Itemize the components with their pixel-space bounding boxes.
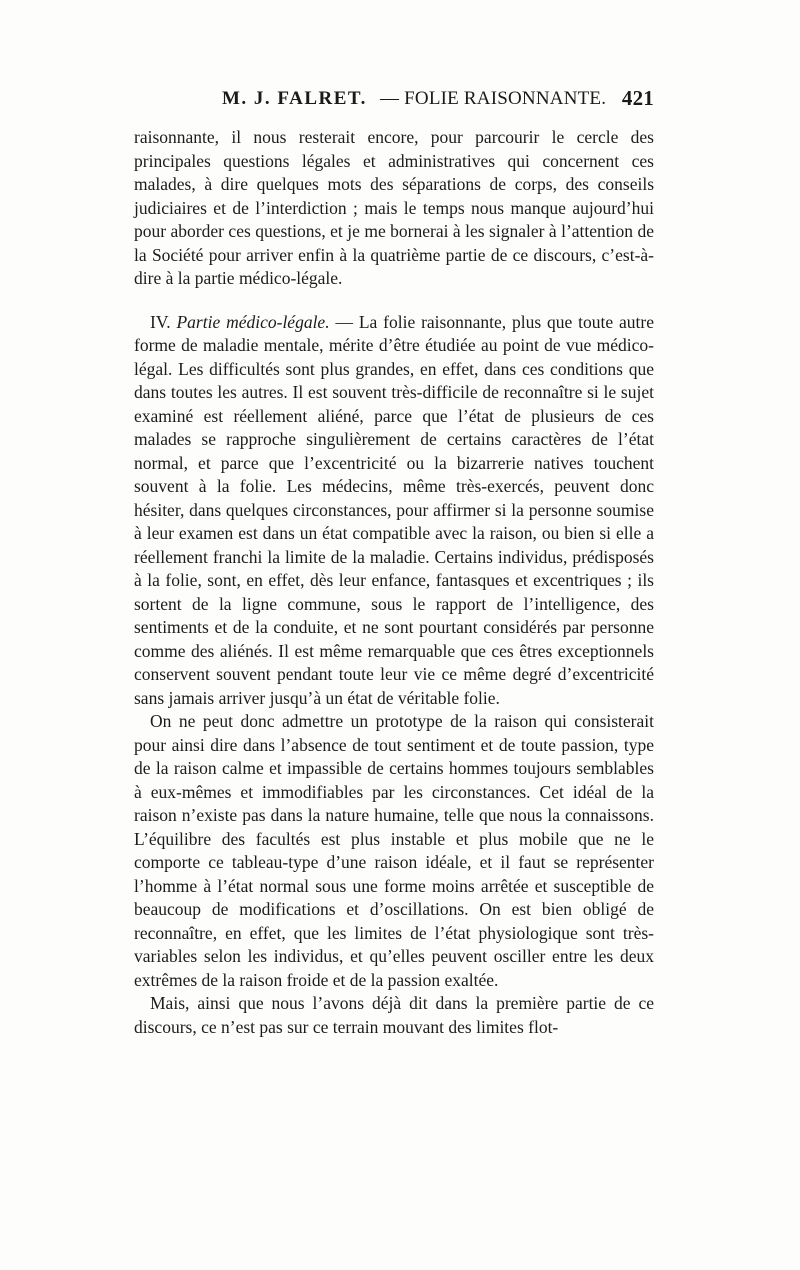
page-number: 421 — [621, 86, 654, 110]
paragraph: Mais, ainsi que nous l’avons déjà dit dans la première partie de ce discours, ce n’est pas sur ce terrain mouvant des limites flot- — [134, 993, 654, 1037]
paragraph-spacer — [134, 291, 654, 311]
section-number: IV. — [150, 311, 171, 332]
paragraph-continued: raisonnante, il nous resterait encore, pour parcourir le cercle des principales questions légales et administratives qui concernent ces malades, à dire quelques mots des séparations de corps, des conseils judiciaires et de l’interdiction ; mais le temps nous manque aujourd’hui pour aborder ces questions, et je me bornerai à les signaler à l’attention de la Société pour arriver enfin à la quatrième partie de ce discours, c’est-à-dire à la partie médico-légale. — [134, 127, 654, 288]
paragraph: On ne peut donc admettre un prototype de la raison qui consisterait pour ainsi dire dans l’absence de tout sentiment et de toute passion, type de la raison calme et impassible de certains hommes toujours semblables à eux-mêmes et immodifiables par les circonstances. Cet idéal de la raison n’existe pas dans la nature humaine, telle que nous la connaissons. L’équilibre des facultés est plus instable et plus mobile que ne le comporte ce tableau-type d’une raison idéale, et il faut se représenter l’homme à l’état normal sous une forme moins arrêtée et susceptible de beaucoup de modifications et d’oscillations. On est bien obligé de reconnaître, en effet, que les limites de l’état physiologique sont très-variables selon les individus, et qu’elles peuvent osciller entre les deux extrêmes de la raison froide et de la passion exaltée. — [134, 711, 654, 990]
running-head-title: — FOLIE RAISONNANTE. — [380, 88, 607, 109]
body-text — [134, 126, 654, 1039]
running-head-author: M. J. FALRET. — [222, 88, 367, 109]
running-head — [134, 88, 654, 114]
paragraph-section-iv — [134, 311, 654, 711]
section-title: Partie médico-légale. — [176, 311, 330, 332]
section-text: — La folie raisonnante, plus que toute autre forme de maladie mentale, mérite d’être étudiée au point de vue médico-légal. Les difficultés sont plus grandes, en effet, dans ces conditions que dans toutes les autres. Il est souvent très-difficile de reconnaître si le sujet examiné est réellement aliéné, parce que l’état de plusieurs de ces malades se rapproche singulièrement de certains caractères de l’état normal, et parce que l’excentricité ou la bizarrerie natives touchent souvent à la folie. Les médecins, même très-exercés, peuvent donc hésiter, dans quelques circonstances, pour affirmer si la personne soumise à leur examen est dans un état compatible avec la raison, ou bien si elle a réellement franchi la limite de la maladie. Certains individus, prédisposés à la folie, sont, en effet, dès leur enfance, fantasques et excentriques ; ils sortent de la ligne commune, sous le rapport de l’intelligence, des sentiments et de la conduite, et ne sont pourtant considérés par personne comme des aliénés. Il est même remarquable que ces êtres exceptionnels conservent souvent pendant toute leur vie ce même degré d’excentricité sans jamais arriver jusqu’à un état de véritable folie. — [134, 311, 654, 708]
